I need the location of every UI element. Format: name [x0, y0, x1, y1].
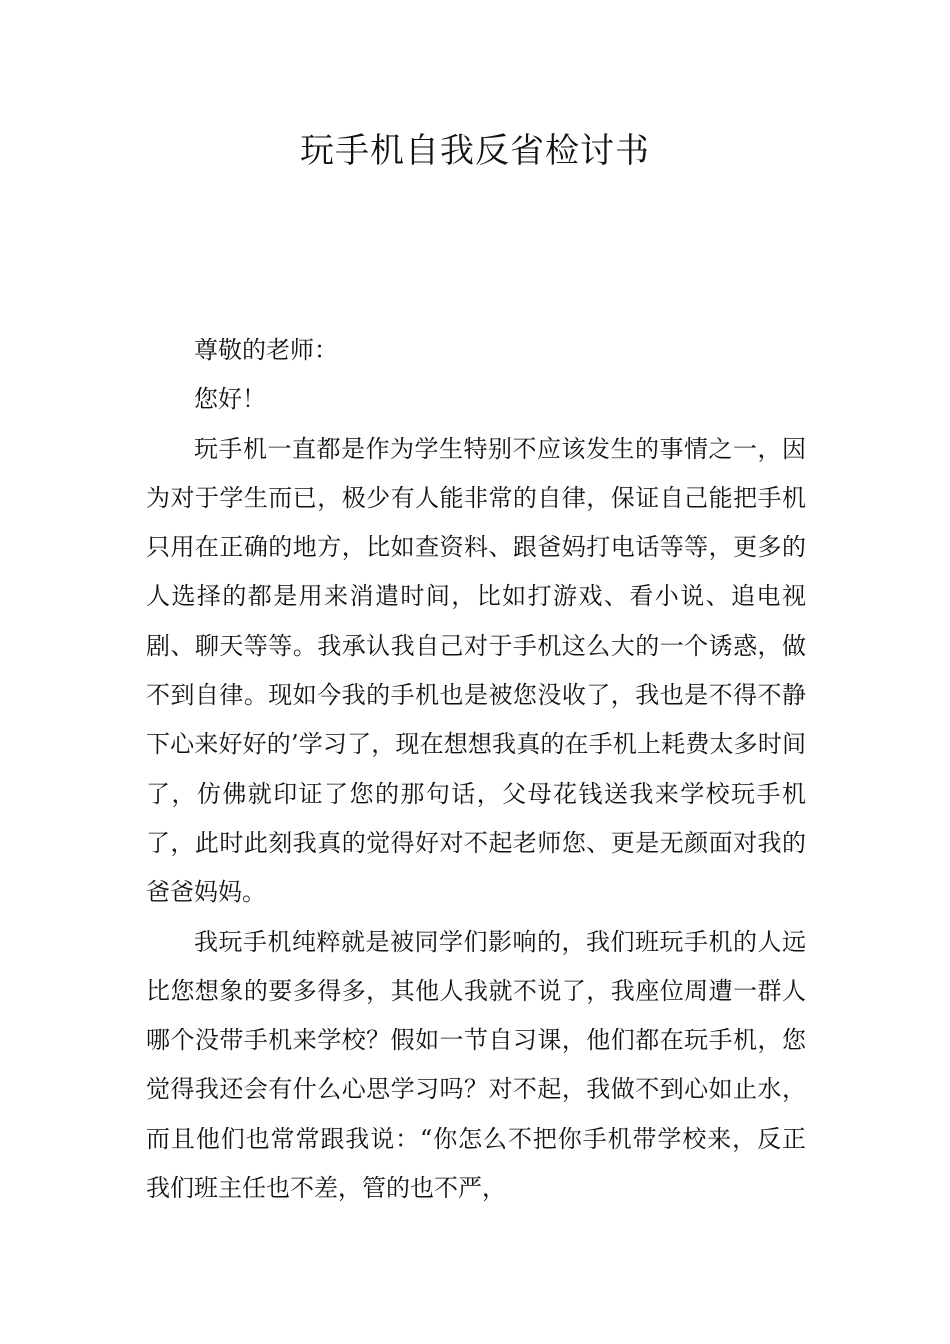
- salutation: 尊敬的老师：: [194, 336, 338, 364]
- document-title: 玩手机自我反省检讨书: [300, 131, 650, 171]
- body-paragraph-2: 我玩手机纯粹就是被同学们影响的，我们班玩手机的人远比您想象的要多得多，其他人我就不说了，我座位周遭一群人哪个没带手机来学校？假如一节自习课，他们都在玩手机，您觉得我还会有什么心思学习吗？对不起，我做不到心如止水，而且他们也常常跟我说：“你怎么不把你手机带学校来，反正我们班主任也不差，管的也不严，: [146, 927, 806, 1203]
- body-paragraph-1: 玩手机一直都是作为学生特别不应该发生的事情之一，因为对于学生而已，极少有人能非常的自律，保证自己能把手机只用在正确的地方，比如查资料、跟爸妈打电话等等，更多的人选择的都是用来消遣时间，比如打游戏、看小说、追电视剧、聊天等等。我承认我自己对于手机这么大的一个诱惑，做不到自律。现如今我的手机也是被您没收了，我也是不得不静下心来好好的’学习了，现在想想我真的在手机上耗费太多时间了，仿佛就印证了您的那句话，父母花钱送我来学校玩手机了，此时此刻我真的觉得好对不起老师您、更是无颜面对我的爸爸妈妈。: [146, 434, 806, 907]
- greeting: 您好！: [194, 385, 266, 414]
- document-body: [146, 326, 806, 1213]
